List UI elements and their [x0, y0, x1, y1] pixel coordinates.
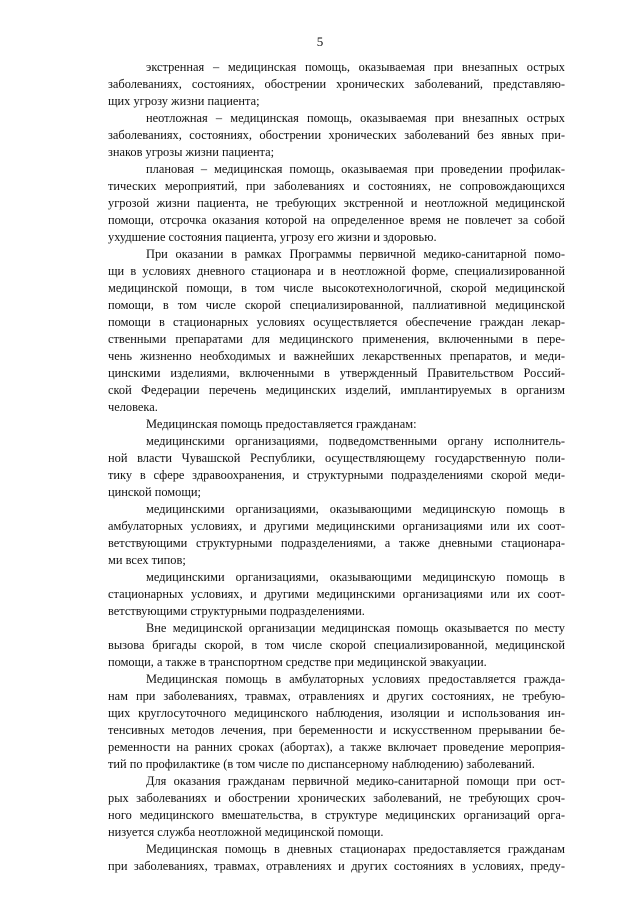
text-line: ременности на ранних сроках (абортах), а также включает проведение мероприя-	[108, 740, 565, 754]
text-line: щих круглосуточного медицинского наблюдения, изоляции и использования ин-	[108, 706, 565, 720]
paragraph	[108, 773, 565, 841]
text-line: при заболеваниях, травмах, отравлениях и других состояниях в условиях, преду-	[108, 859, 565, 873]
body-text	[108, 59, 565, 875]
paragraph	[108, 433, 565, 501]
text-line: тенсивных методов лечения, при беременности и искусственном прерывании бе-	[108, 723, 565, 737]
text-line: ми всех типов;	[108, 553, 186, 567]
text-line: цинской помощи;	[108, 485, 201, 499]
text-line: помощи, в том числе скорой специализированной, паллиативной медицинской	[108, 298, 565, 312]
text-line: При оказании в рамках Программы первичной медико-санитарной помо-	[146, 247, 565, 261]
paragraph	[108, 671, 565, 773]
text-line: медицинской помощи, в том числе высокотехнологичной, скорой медицинской	[108, 281, 565, 295]
paragraph	[108, 59, 565, 110]
paragraph	[108, 620, 565, 671]
text-line: медицинскими организациями, подведомственными органу исполнитель-	[146, 434, 565, 448]
text-line: медицинскими организациями, оказывающими медицинскую помощь в	[146, 570, 565, 584]
text-line: угрозой жизни пациента, не требующих экстренной и неотложной медицинской	[108, 196, 565, 210]
text-line: тических мероприятий, при заболеваниях и состояниях, не сопровождающихся	[108, 179, 565, 193]
text-line: помощи, отсрочка оказания которой на определенное время не повлечет за собой	[108, 213, 565, 227]
text-line: Вне медицинской организации медицинская помощь оказывается по месту	[146, 621, 565, 635]
text-line: щи в условиях дневного стационара и в неотложной форме, специализированной	[108, 264, 565, 278]
text-line: ственными препаратами для медицинского применения, включенными в пере-	[108, 332, 565, 346]
text-line: Медицинская помощь в дневных стационарах предоставляется гражданам	[146, 842, 565, 856]
paragraph	[108, 569, 565, 620]
text-line: ветствующими структурными подразделениями.	[108, 604, 365, 618]
text-line: рых заболеваниях и обострении хронических заболеваний, не требующих сроч-	[108, 791, 565, 805]
text-line: помощи, а также в транспортном средстве при медицинской эвакуации.	[108, 655, 487, 669]
text-line: нам при заболеваниях, травмах, отравлениях и других состояниях, не требую-	[108, 689, 565, 703]
text-line: Медицинская помощь в амбулаторных условиях предоставляется гражда-	[146, 672, 565, 686]
text-line: Медицинская помощь предоставляется гражданам:	[146, 417, 417, 431]
paragraph	[108, 501, 565, 569]
text-line: помощи в стационарных условиях осуществляется обеспечение граждан лекар-	[108, 315, 565, 329]
text-line: ной власти Чувашской Республики, осуществляющему государственную поли-	[108, 451, 565, 465]
text-line: ухудшение состояния пациента, угрозу его жизни и здоровью.	[108, 230, 437, 244]
text-line: экстренная – медицинская помощь, оказываемая при внезапных острых	[146, 60, 565, 74]
text-line: знаков угрозы жизни пациента;	[108, 145, 275, 159]
text-line: заболеваниях, состояниях, обострении хронических заболеваний без явных при-	[108, 128, 565, 142]
paragraph	[108, 416, 565, 433]
text-line: стационарных условиях, и другими медицинскими организациями или их соот-	[108, 587, 565, 601]
text-line: цинскими изделиями, включенными в утвержденный Правительством Россий-	[108, 366, 565, 380]
text-line: медицинскими организациями, оказывающими медицинскую помощь в	[146, 502, 565, 516]
text-line: амбулаторных условиях, и другими медицинскими организациями или их соот-	[108, 519, 565, 533]
text-line: ветствующими структурными подразделениями, а также дневными стационара-	[108, 536, 565, 550]
text-line: ской Федерации перечень медицинских изделий, имплантируемых в организм	[108, 383, 565, 397]
paragraph	[108, 110, 565, 161]
page-number: 5	[316, 34, 324, 49]
text-line: чень жизненно необходимых и важнейших лекарственных препаратов, и меди-	[108, 349, 565, 363]
text-line: тику в сфере здравоохранения, и структурными подразделениями скорой меди-	[108, 468, 565, 482]
text-line: вызова бригады скорой, в том числе скорой специализированной, медицинской	[108, 638, 565, 652]
text-line: заболеваниях, состояниях, обострении хронических заболеваний, представляю-	[108, 77, 565, 91]
paragraph	[108, 246, 565, 416]
text-line: низуется служба неотложной медицинской помощи.	[108, 825, 384, 839]
text-line: щих угрозу жизни пациента;	[108, 94, 260, 108]
text-line: плановая – медицинская помощь, оказываемая при проведении профилак-	[146, 162, 565, 176]
paragraph	[108, 841, 565, 875]
text-line: ного медицинского вмешательства, в структуре медицинских организаций орга-	[108, 808, 565, 822]
text-line: Для оказания гражданам первичной медико-санитарной помощи при ост-	[146, 774, 565, 788]
text-line: неотложная – медицинская помощь, оказываемая при внезапных острых	[146, 111, 565, 125]
text-line: человека.	[108, 400, 158, 414]
text-line: тий по профилактике (в том числе по диспансерному наблюдению) заболеваний.	[108, 757, 535, 771]
paragraph	[108, 161, 565, 246]
